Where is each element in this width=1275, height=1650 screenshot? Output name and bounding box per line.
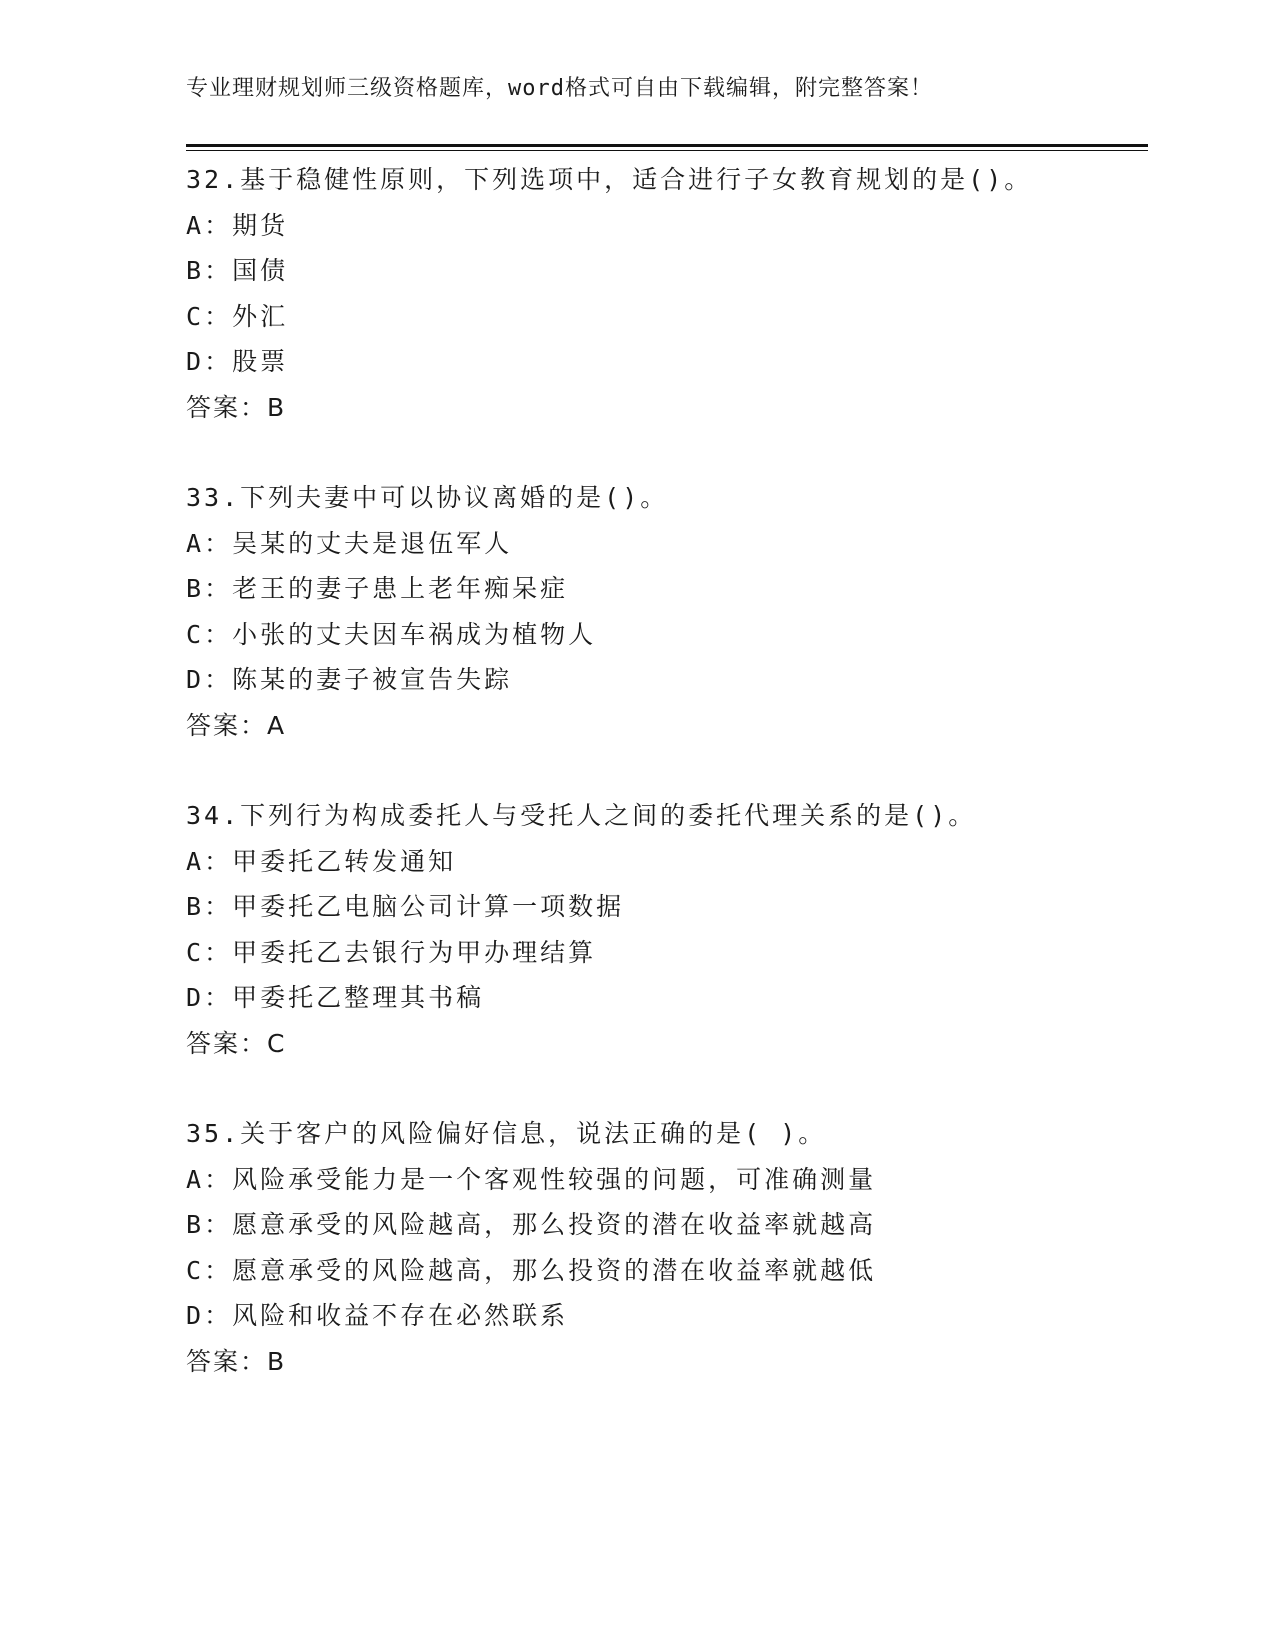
- option-letter: A: [186, 528, 205, 558]
- option-c: [186, 612, 1148, 658]
- answer-value: B: [267, 1346, 287, 1376]
- option-separator: ：: [204, 1210, 233, 1239]
- option-text: 吴某的丈夫是退伍军人: [232, 528, 513, 558]
- option-letter: C: [186, 619, 205, 649]
- option-letter: B: [186, 892, 205, 921]
- question-34: [186, 793, 1148, 1066]
- header-rule-thin: [186, 150, 1148, 151]
- option-a: [186, 521, 1148, 567]
- option-c: [186, 294, 1148, 340]
- option-separator: ：: [204, 210, 233, 240]
- option-letter: A: [186, 210, 205, 240]
- answer-label: 答案：: [186, 1028, 268, 1058]
- option-b: [186, 248, 1148, 294]
- header-rule-thick: [186, 144, 1148, 147]
- option-separator: ：: [204, 1301, 233, 1330]
- option-text: 甲委托乙电脑公司计算一项数据: [232, 892, 625, 921]
- option-letter: A: [186, 1164, 205, 1194]
- option-letter: D: [186, 665, 205, 694]
- option-text: 外汇: [232, 301, 289, 331]
- answer-value: A: [267, 710, 287, 740]
- option-separator: ：: [204, 892, 233, 921]
- question-33: [186, 475, 1148, 748]
- answer-value: B: [267, 392, 287, 422]
- option-a: [186, 203, 1148, 249]
- option-separator: ：: [204, 846, 233, 876]
- answer-line: [186, 1021, 1148, 1067]
- option-letter: B: [186, 256, 205, 285]
- answer-line: [186, 385, 1148, 431]
- option-text: 小张的丈夫因车祸成为植物人: [232, 619, 597, 649]
- option-b: [186, 1202, 1148, 1248]
- option-separator: ：: [204, 1164, 233, 1194]
- option-separator: ：: [204, 665, 233, 694]
- option-letter: A: [186, 846, 205, 876]
- option-separator: ：: [204, 983, 233, 1012]
- option-letter: C: [186, 301, 205, 331]
- option-text: 愿意承受的风险越高，那么投资的潜在收益率就越低: [232, 1255, 877, 1285]
- option-letter: B: [186, 1210, 205, 1239]
- question-stem: 33.下列夫妻中可以协议离婚的是()。: [186, 483, 669, 512]
- answer-value: C: [267, 1028, 287, 1058]
- answer-label: 答案：: [186, 392, 268, 422]
- option-text: 国债: [232, 256, 289, 285]
- option-separator: ：: [204, 256, 233, 285]
- option-letter: B: [186, 574, 205, 603]
- option-text: 老王的妻子患上老年痴呆症: [232, 574, 569, 603]
- option-separator: ：: [204, 619, 233, 649]
- option-a: [186, 839, 1148, 885]
- option-separator: ：: [204, 937, 233, 967]
- question-32: [186, 157, 1148, 430]
- answer-line: [186, 703, 1148, 749]
- option-text: 甲委托乙整理其书稿: [232, 983, 485, 1012]
- option-letter: D: [186, 347, 205, 376]
- option-c: [186, 930, 1148, 976]
- option-d: [186, 975, 1148, 1021]
- question-stem: 34.下列行为构成委托人与受托人之间的委托代理关系的是()。: [186, 801, 977, 830]
- option-separator: ：: [204, 574, 233, 603]
- option-text: 风险和收益不存在必然联系: [232, 1301, 569, 1330]
- option-a: [186, 1157, 1148, 1203]
- answer-line: [186, 1339, 1148, 1385]
- option-separator: ：: [204, 301, 233, 331]
- answer-label: 答案：: [186, 710, 268, 740]
- option-d: [186, 657, 1148, 703]
- question-stem: 35.关于客户的风险偏好信息，说法正确的是( )。: [186, 1119, 827, 1148]
- option-b: [186, 884, 1148, 930]
- option-letter: C: [186, 937, 205, 967]
- answer-label: 答案：: [186, 1346, 268, 1376]
- question-list: [186, 157, 1148, 1429]
- option-letter: D: [186, 983, 205, 1012]
- option-text: 甲委托乙去银行为甲办理结算: [232, 937, 597, 967]
- question-stem: 32.基于稳健性原则，下列选项中，适合进行子女教育规划的是()。: [186, 165, 1033, 194]
- option-text: 股票: [232, 347, 289, 376]
- header-note: 专业理财规划师三级资格题库，word格式可自由下载编辑，附完整答案！: [186, 76, 933, 101]
- option-text: 风险承受能力是一个客观性较强的问题，可准确测量: [232, 1164, 877, 1194]
- option-text: 愿意承受的风险越高，那么投资的潜在收益率就越高: [232, 1210, 877, 1239]
- option-text: 陈某的妻子被宣告失踪: [232, 665, 513, 694]
- option-letter: D: [186, 1301, 205, 1330]
- option-d: [186, 339, 1148, 385]
- option-separator: ：: [204, 347, 233, 376]
- question-35: [186, 1111, 1148, 1384]
- option-text: 期货: [232, 210, 289, 240]
- option-c: [186, 1248, 1148, 1294]
- option-b: [186, 566, 1148, 612]
- option-separator: ：: [204, 528, 233, 558]
- option-text: 甲委托乙转发通知: [232, 846, 457, 876]
- option-separator: ：: [204, 1255, 233, 1285]
- option-d: [186, 1293, 1148, 1339]
- option-letter: C: [186, 1255, 205, 1285]
